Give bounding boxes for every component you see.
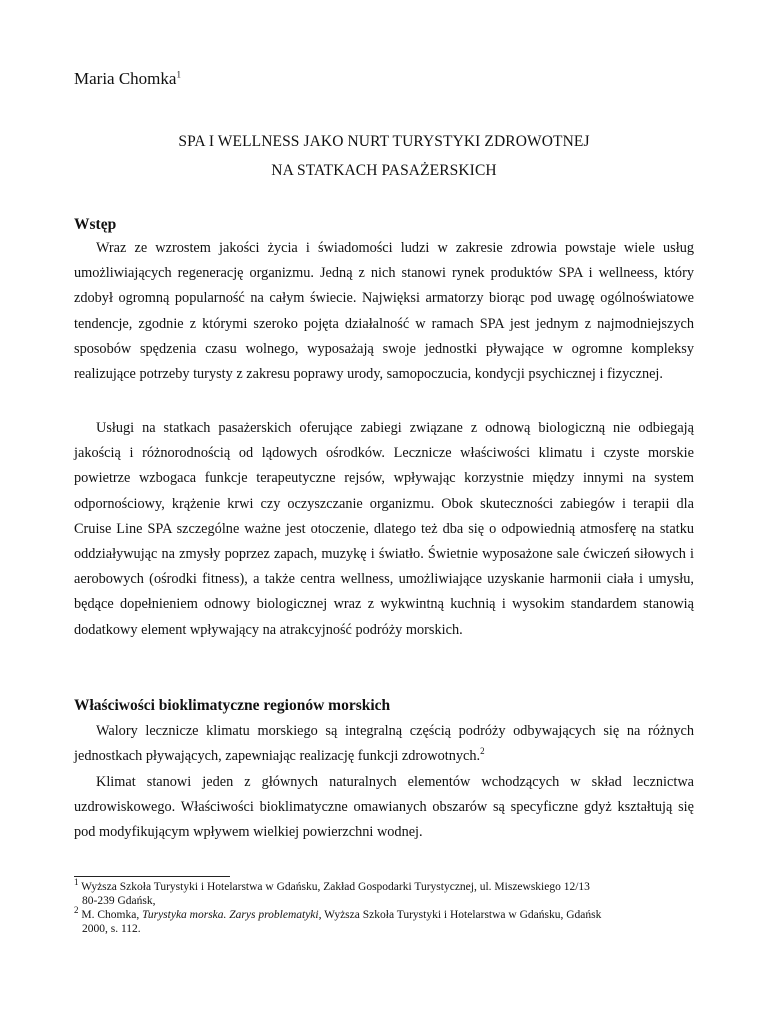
paper-title [74,127,694,185]
footnote-ref-2: 2 [480,746,485,757]
footnote-1-continuation: 80-239 Gdańsk, [82,894,156,907]
bioclimatic-paragraph-1-text: Walory lecznicze klimatu morskiego są integralną częścią podróży odbywających się na różnych jednostkach pływających, zapewniając realizację funkcji zdrowotnych. [74,723,694,765]
author-footnote-ref: 1 [176,69,181,80]
section-heading-bioclimatic: Właściwości bioklimatyczne regionów morskich [74,697,391,714]
intro-paragraph-2: Usługi na statkach pasażerskich oferujące zabiegi związane z odnową biologiczną nie odbiegają jakością i różnorodnością od lądowych ośrodków. Lecznicze właściwości klimatu i czyste morskie powietrze wzbogaca funkcje terapeutyczne rejsów, wpływając korzystnie między innymi na system odpornościowy, krążenie krwi czy oczyszczanie organizmu. Obok skuteczności zabiegów i terapii dla Cruise Line SPA szczególne ważne jest otoczenie, dlatego też dba się o odpowiednią atmosferę na statku oddziaływując na zmysły poprzez zapach, muzykę i światło. Świetnie wyposażone sale ćwiczeń siłowych i aerobowych (ośrodki fitness), a także centra wellness, umożliwiające uzyskanie harmonii ciała i umysłu, będące dopełnieniem odnowy biologicznej wraz z wykwintną kuchnią i wysokim standardem stanowią dodatkowy element wpływający na atrakcyjność podróży morskich. [74,420,694,638]
author-line [74,68,181,90]
author-name: Maria Chomka [74,69,177,88]
footnote-2-text: Wyższa Szkoła Turystyki i Hotelarstwa w Gdańsku, Gdańsk [321,909,602,921]
footnote-2-mark: 2 [74,905,79,916]
bioclimatic-paragraph-1 [74,719,694,769]
bioclimatic-paragraph-2: Klimat stanowi jeden z głównych naturalnych elementów wchodzących w skład lecznictwa uzdrowiskowego. Właściwości bioklimatyczne omawianych obszarów są specyficzne gdyż kształtują się pod modyfikującym wpływem wielkiej powierzchni wodnej. [74,774,694,841]
intro-paragraph-1: Wraz ze wzrostem jakości życia i świadomości ludzi w zakresie zdrowia powstaje wiele usług umożliwiających regenerację organizmu. Jedną z nich stanowi rynek produktów SPA i wellneess, który zdobył ogromną popularność na całym świecie. Najwięksi armatorzy biorąc pod uwagę ogólnoświatowe tendencje, zgodnie z którymi szeroko pojęta działalność w ramach SPA jest jednym z najmodniejszych sposobów spędzenia czasu wolnego, wyposażają swoje jednostki pływające w ogromne kompleksy realizujące potrzeby turysty z zakresu poprawy urody, samopoczucia, kondycji psychicznej i fizycznej. [74,240,694,383]
document-page [74,0,694,1024]
footnote-2-continuation: 2000, s. 112. [82,922,141,935]
section-heading-intro: Wstęp [74,216,117,233]
title-line-2: NA STATKACH PASAŻERSKICH [271,162,497,179]
footnote-1-mark: 1 [74,877,79,888]
title-line-1: SPA I WELLNESS JAKO NURT TURYSTYKI ZDROWOTNEJ [178,133,590,150]
footnote-2-author: M. Chomka, [78,909,143,921]
footnote-2 [74,905,694,936]
footnote-1-text: Wyższa Szkoła Turystyki i Hotelarstwa w Gdańsku, Zakład Gospodarki Turystycznej, ul. Miszewskiego 12/13 [78,881,590,893]
footnote-2-book-title: Turystyka morska. Zarys problematyki, [142,909,322,921]
footnote-separator [74,876,230,877]
footnote-1 [74,877,694,908]
